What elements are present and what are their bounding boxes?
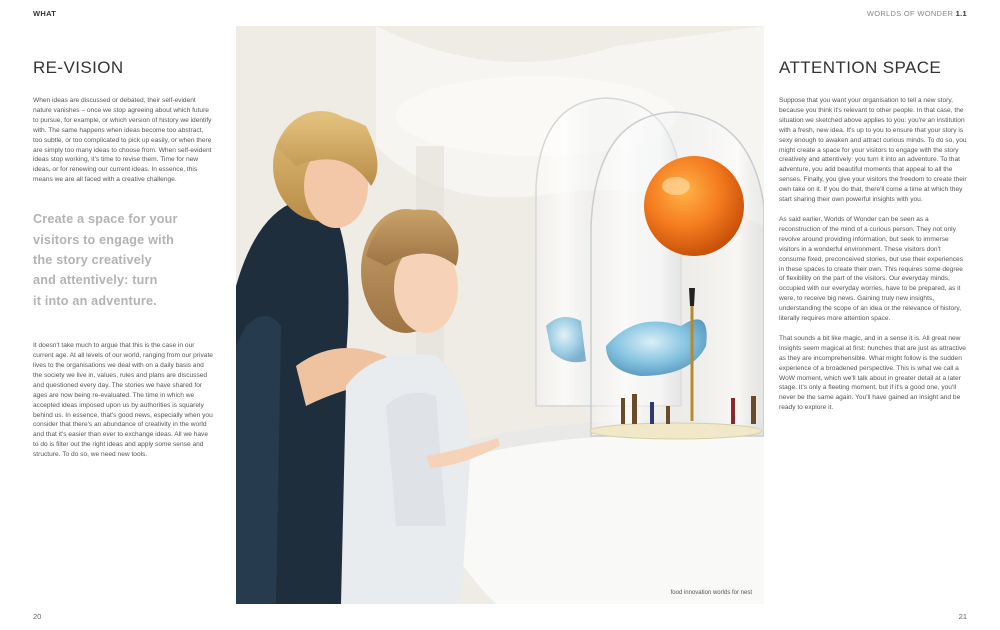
right-paragraph-1: Suppose that you want your organisation to tell a new story, because you think it's relevant to other people. In that case, the situation we sketched above applies to you: you're an institution with a fresh, new idea. It's up to you to ensure that your story is sexy enough to awaken and attract curious minds. To do so, you might create a space for your visitors to engage with the story creatively and attentively: you turn it into an adventure. To that adventure, you add beautiful moments that appeal to all the senses. Finally, you give your visitors the freedom to create their own take on it. If you do that, there'll come a time at which they start sharing their own powerful insights with you. <box>779 97 967 204</box>
photo-caption: food innovation worlds for nest <box>670 590 752 596</box>
pullquote-line: Create a space for your <box>33 212 178 227</box>
left-body-1 <box>33 96 213 185</box>
running-title <box>867 9 967 18</box>
book-title: WORLDS OF WONDER <box>866 9 954 18</box>
page-number-left: 20 <box>33 612 42 621</box>
pullquote-line: and attentively: turn <box>33 273 158 288</box>
left-paragraph-1: When ideas are discussed or debated, their self-evident nature vanishes – once we stop agreeing about which future to pursue, for example, or which version of history we identify with. The same happens when ideas become too abstract, too subtle, or too complicated to pick up easily, or when there are simply too many ideas to choose from. When self-evident ideas stop working, it's time to revise them. Time for new ideas, or for renewing our current ideas. In essence, this means we are all faced with a creative challenge. <box>33 97 212 184</box>
right-paragraph-2: As said earlier, Worlds of Wonder can be seen as a reconstruction of the mind of a curious person. They not only revolve around providing information, but seek to immerse visitors in a wonderful environment. These visitors don't consume fixed, preconceived stories, but use their experiences in these spaces to create their own. This requires some degree of flexibility on the part of the visitors. Our everyday minds, occupied with our everyday worries, have to be prepared, as it were, to receive big news. Gaining truly new insights, understanding the scope of an idea or the relevance of history, literally requires more attention space. <box>779 215 963 323</box>
left-heading: RE-VISION <box>33 58 124 77</box>
right-body <box>779 96 969 413</box>
right-paragraph-3: That sounds a bit like magic, and in a sense it is. All great new insights seem magical at first: hunches that are just as attractive as they are incomprehensible. What might follow is the sudden experience of a broadened perspective. This is what we call a WoW moment, which we'll talk about in greater detail at a later stage. It's only a fleeting moment, but if it's a good one, you'll never be the same again. You'll have gained an insight and be ready to explore it. <box>779 334 966 412</box>
chapter-number: 1.1 <box>955 9 967 18</box>
pullquote-line: the story creatively <box>33 252 152 267</box>
section-label: WHAT <box>33 9 57 18</box>
exhibit-illustration <box>236 26 764 604</box>
pullquote-line: it into an adventure. <box>33 293 157 308</box>
left-body-2 <box>33 341 213 460</box>
pullquote <box>33 209 213 311</box>
left-column <box>33 58 213 470</box>
page-number-right: 21 <box>958 612 967 621</box>
photo-mother-daughter-exhibit <box>236 26 764 604</box>
right-column <box>779 58 969 423</box>
pullquote-line: visitors to engage with <box>33 232 175 247</box>
right-heading: ATTENTION SPACE <box>779 58 942 77</box>
left-paragraph-2: It doesn't take much to argue that this is the case in our current age. At all levels of our world, ranging from our private lives to the organisations we deal with on a daily basis and the society we live in, values, rules and plans are discussed and questioned every day. The stories we have shared for ages are now being re-evaluated. The time in which we accepted ideas imposed upon us by authorities is squarely behind us. In essence, that's good news, especially when you consider that there's an abundance of creativity in the world and that it's easier than ever to exchange ideas. All we have to do is filter out the right ideas and apply some sense and structure. To do so, we need new tools. <box>33 342 213 459</box>
